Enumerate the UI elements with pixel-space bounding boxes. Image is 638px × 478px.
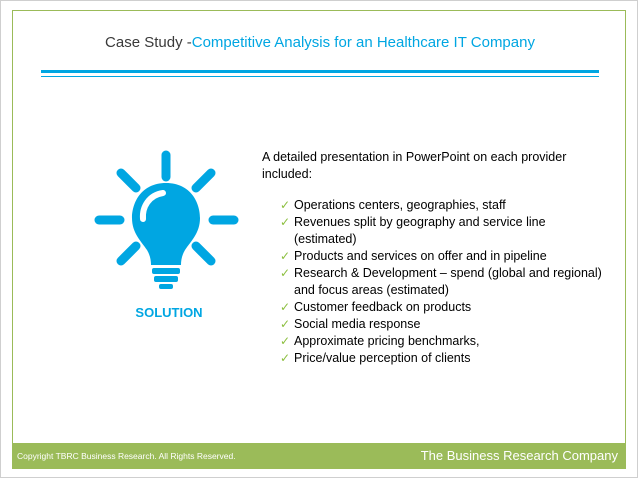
list-item: ✓ Customer feedback on products [280,300,472,314]
checkmark-icon: ✓ [280,351,291,365]
checkmark-icon: ✓ [280,334,291,348]
title-underline-thin [41,76,599,77]
checkmark-icon: ✓ [280,300,291,314]
list-item: ✓ Social media response [280,317,421,331]
checkmark-icon: ✓ [280,317,291,331]
title-accent: Competitive Analysis for an Healthcare IT Company [191,34,535,51]
title-prefix: Case Study - [105,34,192,51]
intro-text: A detailed presentation in PowerPoint on each provider included: [262,150,567,181]
content-block [262,149,602,367]
company-name: The Business Research Company [420,448,618,463]
list-item: ✓ Price/value perception of clients [280,351,471,365]
slide-title [1,34,638,51]
checkmark-icon: ✓ [280,249,291,263]
checkmark-icon: ✓ [280,198,291,212]
checkmark-icon: ✓ [280,266,291,280]
list-item: ✓ Approximate pricing benchmarks, [280,334,480,348]
lightbulb-icon [89,147,249,297]
checkmark-icon: ✓ [280,215,291,229]
title-underline-thick [41,70,599,73]
footer-bar [12,444,626,469]
solution-label: SOLUTION [135,305,203,320]
list-item: ✓ Products and services on offer and in pipeline [280,249,547,263]
list-item: ✓ Research & Development – spend (global and regional) and focus areas (estimated) [280,266,602,297]
list-item: ✓ Revenues split by geography and service line (estimated) [280,215,546,246]
checklist [262,197,602,367]
list-item: ✓ Operations centers, geographies, staff [280,198,506,212]
copyright-text: Copyright TBRC Business Research. All Rights Reserved. [17,451,236,461]
